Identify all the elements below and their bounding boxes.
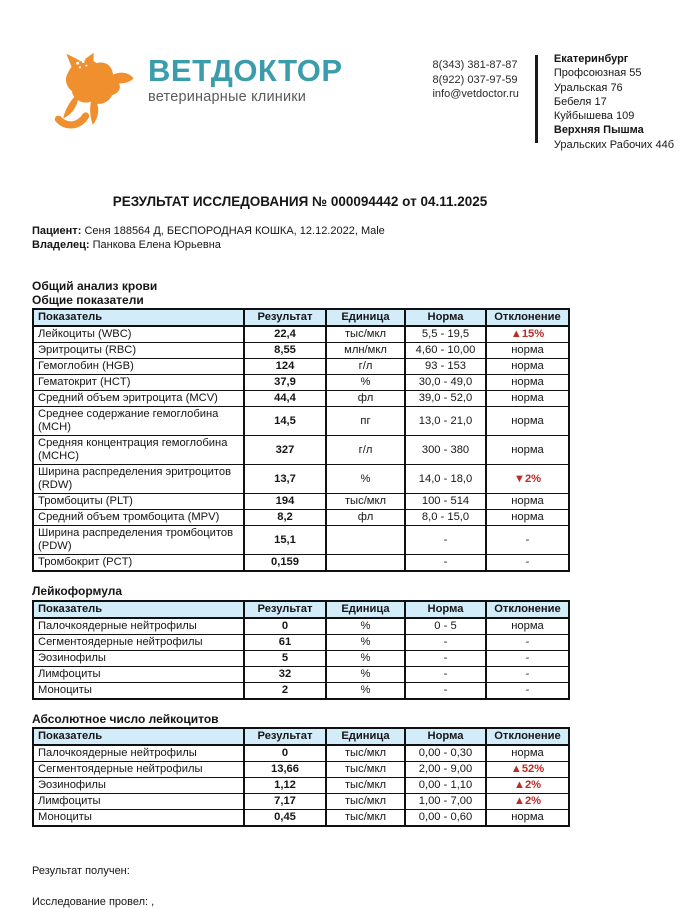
deviation-cell: норма	[486, 391, 569, 407]
column-header: Норма	[405, 728, 486, 745]
table-row	[33, 436, 569, 465]
unit-cell: г/л	[326, 359, 405, 375]
deviation-cell: -	[486, 634, 569, 650]
norm-cell: -	[405, 634, 486, 650]
param-cell: Гемоглобин (HGB)	[33, 359, 244, 375]
norm-cell: 300 - 380	[405, 436, 486, 465]
norm-cell: -	[405, 666, 486, 682]
norm-cell: 8,0 - 15,0	[405, 510, 486, 526]
unit-cell: тыс/мкл	[326, 778, 405, 794]
unit-cell	[326, 526, 405, 555]
address-line: Верхняя Пышма	[553, 124, 644, 137]
result-cell: 124	[244, 359, 326, 375]
unit-cell	[326, 555, 405, 572]
norm-cell: 0 - 5	[405, 618, 486, 635]
column-header: Результат	[244, 728, 326, 745]
result-cell: 0,45	[244, 810, 326, 827]
deviation-cell: норма	[486, 375, 569, 391]
result-cell: 15,1	[244, 526, 326, 555]
table-row	[33, 666, 569, 682]
unit-cell: тыс/мкл	[326, 794, 405, 810]
performed-by-label: Исследование провел: ,	[32, 896, 155, 908]
unit-cell: тыс/мкл	[326, 494, 405, 510]
patient-block	[32, 224, 700, 252]
lab-table	[32, 727, 570, 827]
result-cell: 0	[244, 618, 326, 635]
unit-cell: тыс/мкл	[326, 762, 405, 778]
report-section	[32, 280, 568, 572]
report-footer	[32, 865, 700, 908]
norm-cell: 14,0 - 18,0	[405, 465, 486, 494]
table-row	[33, 407, 569, 436]
report-header	[0, 0, 700, 152]
unit-cell: г/л	[326, 436, 405, 465]
unit-cell: %	[326, 682, 405, 699]
unit-cell: %	[326, 618, 405, 635]
norm-cell: 1,00 - 7,00	[405, 794, 486, 810]
table-row	[33, 359, 569, 375]
deviation-cell: ▲2%	[486, 778, 569, 794]
table-row	[33, 494, 569, 510]
address-line: Бебеля 17	[553, 95, 607, 108]
patient-value: Сеня 188564 Д, БЕСПОРОДНАЯ КОШКА, 12.12.2022, Male	[84, 225, 385, 238]
table-row	[33, 810, 569, 827]
result-cell: 327	[244, 436, 326, 465]
result-cell: 13,66	[244, 762, 326, 778]
section-heading: Лейкоформула	[32, 584, 123, 599]
section-heading: Абсолютное число лейкоцитов	[32, 711, 219, 726]
unit-cell: млн/мкл	[326, 343, 405, 359]
column-header: Единица	[326, 601, 405, 618]
unit-cell: пг	[326, 407, 405, 436]
column-header: Показатель	[33, 309, 244, 326]
owner-label: Владелец:	[32, 239, 90, 252]
param-cell: Моноциты	[33, 810, 244, 827]
table-row	[33, 618, 569, 635]
result-cell: 22,4	[244, 326, 326, 343]
deviation-cell: норма	[486, 745, 569, 762]
deviation-cell: ▲2%	[486, 794, 569, 810]
address-list	[554, 52, 674, 152]
column-header: Отклонение	[486, 309, 569, 326]
param-cell: Палочкоядерные нейтрофилы	[33, 618, 244, 635]
table-row	[33, 682, 569, 699]
norm-cell: 30,0 - 49,0	[405, 375, 486, 391]
address-line: Куйбышева 109	[553, 110, 635, 123]
param-cell: Тромбоциты (PLT)	[33, 494, 244, 510]
column-header: Норма	[405, 309, 486, 326]
result-cell: 2	[244, 682, 326, 699]
deviation-cell: норма	[486, 618, 569, 635]
report-sections	[32, 280, 568, 827]
deviation-cell: норма	[486, 436, 569, 465]
deviation-cell: норма	[486, 359, 569, 375]
param-cell: Эозинофилы	[33, 778, 244, 794]
clinic-logo	[56, 46, 343, 138]
norm-cell: 0,00 - 0,60	[405, 810, 486, 827]
param-cell: Лимфоциты	[33, 794, 244, 810]
deviation-cell: -	[486, 555, 569, 572]
deviation-cell: -	[486, 682, 569, 699]
unit-cell: фл	[326, 391, 405, 407]
column-header: Единица	[326, 309, 405, 326]
result-cell: 37,9	[244, 375, 326, 391]
brand-tagline: ветеринарные клиники	[148, 89, 307, 105]
contact-block	[432, 46, 674, 152]
phone-number: 8(922) 037-97-59	[432, 73, 518, 86]
deviation-cell: норма	[486, 810, 569, 827]
owner-line	[32, 238, 700, 252]
param-cell: Среднее содержание гемоглобина (MCH)	[33, 407, 244, 436]
result-cell: 7,17	[244, 794, 326, 810]
unit-cell: %	[326, 634, 405, 650]
table-row	[33, 794, 569, 810]
deviation-cell: норма	[486, 494, 569, 510]
address-line: Уральских Рабочих 44б	[553, 138, 674, 151]
result-cell: 5	[244, 650, 326, 666]
column-header: Результат	[244, 601, 326, 618]
address-line: Профсоюзная 55	[553, 67, 642, 80]
param-cell: Эритроциты (RBC)	[33, 343, 244, 359]
norm-cell: -	[405, 555, 486, 572]
column-header: Показатель	[33, 728, 244, 745]
unit-cell: %	[326, 666, 405, 682]
phone-number: info@vetdoctor.ru	[432, 88, 519, 100]
deviation-cell: -	[486, 666, 569, 682]
table-row	[33, 465, 569, 494]
patient-label: Пациент:	[32, 225, 82, 238]
result-received-label: Результат получен:	[32, 865, 130, 878]
column-header: Отклонение	[486, 601, 569, 618]
result-cell: 8,2	[244, 510, 326, 526]
patient-line	[32, 224, 700, 238]
lab-table	[32, 308, 570, 572]
unit-cell: тыс/мкл	[326, 745, 405, 762]
table-row	[33, 762, 569, 778]
phone-number: 8(343) 381-87-87	[432, 59, 518, 71]
report-section	[32, 585, 568, 700]
unit-cell: %	[326, 465, 405, 494]
table-row	[33, 375, 569, 391]
deviation-cell: ▲15%	[486, 326, 569, 343]
param-cell: Лейкоциты (WBC)	[33, 326, 244, 343]
section-heading: Общие показатели	[32, 292, 144, 307]
param-cell: Тромбокрит (PCT)	[33, 555, 244, 572]
result-cell: 14,5	[244, 407, 326, 436]
param-cell: Эозинофилы	[33, 650, 244, 666]
result-cell: 1,12	[244, 778, 326, 794]
column-header: Отклонение	[486, 728, 569, 745]
norm-cell: 5,5 - 19,5	[405, 326, 486, 343]
address-line: Екатеринбург	[553, 53, 629, 65]
deviation-cell: норма	[486, 510, 569, 526]
param-cell: Средний объем тромбоцита (MPV)	[33, 510, 244, 526]
param-cell: Ширина распределения эритроцитов (RDW)	[33, 465, 244, 494]
table-row	[33, 745, 569, 762]
result-cell: 0,159	[244, 555, 326, 572]
norm-cell: 0,00 - 1,10	[405, 778, 486, 794]
param-cell: Моноциты	[33, 682, 244, 699]
norm-cell: -	[405, 682, 486, 699]
table-row	[33, 634, 569, 650]
result-cell: 32	[244, 666, 326, 682]
table-row	[33, 555, 569, 572]
table-row	[33, 650, 569, 666]
result-cell: 44,4	[244, 391, 326, 407]
unit-cell: %	[326, 650, 405, 666]
norm-cell: 39,0 - 52,0	[405, 391, 486, 407]
logo-text	[148, 46, 343, 105]
param-cell: Лимфоциты	[33, 666, 244, 682]
unit-cell: тыс/мкл	[326, 326, 405, 343]
param-cell: Сегментоядерные нейтрофилы	[33, 762, 244, 778]
brand-name: ВЕТДОКТОР	[148, 53, 343, 88]
norm-cell: 100 - 514	[405, 494, 486, 510]
param-cell: Гематокрит (HCT)	[33, 375, 244, 391]
param-cell: Ширина распределения тромбоцитов (PDW)	[33, 526, 244, 555]
norm-cell: 0,00 - 0,30	[405, 745, 486, 762]
table-row	[33, 343, 569, 359]
result-cell: 13,7	[244, 465, 326, 494]
param-cell: Сегментоядерные нейтрофилы	[33, 634, 244, 650]
norm-cell: -	[405, 526, 486, 555]
unit-cell: %	[326, 375, 405, 391]
table-row	[33, 391, 569, 407]
result-cell: 194	[244, 494, 326, 510]
deviation-cell: норма	[486, 343, 569, 359]
norm-cell: 2,00 - 9,00	[405, 762, 486, 778]
section-heading: Общий анализ крови	[32, 279, 158, 294]
cat-logo-icon	[56, 46, 136, 138]
result-cell: 61	[244, 634, 326, 650]
lab-table	[32, 600, 570, 700]
column-header: Показатель	[33, 601, 244, 618]
table-row	[33, 326, 569, 343]
result-cell: 8,55	[244, 343, 326, 359]
result-cell: 0	[244, 745, 326, 762]
column-header: Единица	[326, 728, 405, 745]
report-section	[32, 713, 568, 828]
table-row	[33, 510, 569, 526]
unit-cell: фл	[326, 510, 405, 526]
table-header-row	[33, 309, 569, 326]
norm-cell: -	[405, 650, 486, 666]
norm-cell: 4,60 - 10,00	[405, 343, 486, 359]
deviation-cell: ▲52%	[486, 762, 569, 778]
deviation-cell: ▼2%	[486, 465, 569, 494]
table-header-row	[33, 728, 569, 745]
param-cell: Средний объем эритроцита (MCV)	[33, 391, 244, 407]
contact-divider	[535, 55, 538, 143]
param-cell: Палочкоядерные нейтрофилы	[33, 745, 244, 762]
phone-list	[432, 58, 518, 152]
column-header: Норма	[405, 601, 486, 618]
address-line: Уральская 76	[553, 81, 623, 94]
deviation-cell: -	[486, 526, 569, 555]
column-header: Результат	[244, 309, 326, 326]
param-cell: Средняя концентрация гемоглобина (MCHC)	[33, 436, 244, 465]
table-header-row	[33, 601, 569, 618]
norm-cell: 93 - 153	[405, 359, 486, 375]
deviation-cell: норма	[486, 407, 569, 436]
deviation-cell: -	[486, 650, 569, 666]
report-title: РЕЗУЛЬТАТ ИССЛЕДОВАНИЯ № 000094442 от 04.11.2025	[112, 194, 488, 210]
norm-cell: 13,0 - 21,0	[405, 407, 486, 436]
owner-value: Панкова Елена Юрьевна	[92, 239, 221, 252]
unit-cell: тыс/мкл	[326, 810, 405, 827]
table-row	[33, 526, 569, 555]
table-row	[33, 778, 569, 794]
